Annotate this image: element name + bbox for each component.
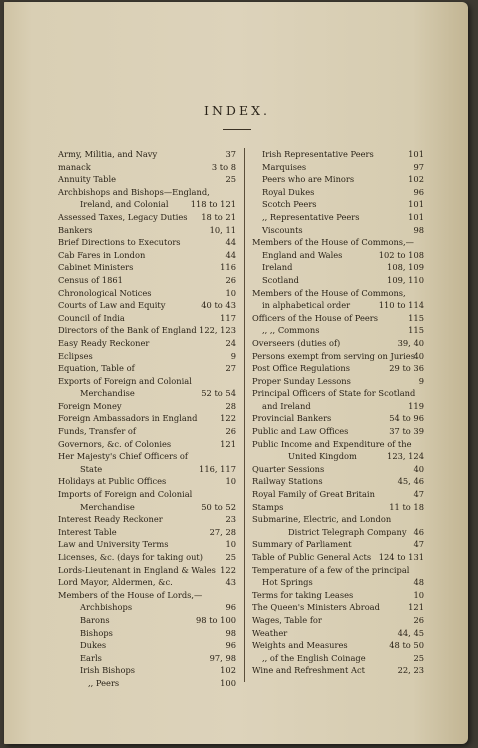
index-entry-page: 22, 23 (397, 665, 424, 676)
index-entry-text: District Telegraph Company (288, 526, 407, 537)
index-entry-page: 46 (413, 526, 424, 537)
index-entry-page: 48 (413, 577, 424, 588)
index-entry-page: 40 (413, 463, 424, 474)
index-entry-text: Equation, Table of (58, 363, 135, 374)
index-entry (252, 186, 424, 199)
index-entry (252, 664, 424, 677)
index-entry-page: 118 to 121 (190, 199, 236, 210)
index-entry-page: 108, 109 (387, 262, 424, 273)
index-entry-page: 101 (408, 149, 424, 159)
index-entry-text: Table of Public General Acts (252, 552, 372, 562)
index-entry-page: 119 (408, 400, 424, 411)
index-entry-page: 26 (225, 274, 236, 285)
index-entry-text: Her Majesty's Chief Officers of (58, 451, 188, 462)
index-entry-text: The Queen's Ministers Abroad (252, 602, 380, 613)
index-entry-text: Exports of Foreign and Colonial (58, 375, 192, 386)
index-entry (252, 488, 424, 501)
index-entry (58, 627, 236, 640)
index-entry-text: Census of 1861 (58, 274, 123, 285)
index-entry-text: Eclipses (58, 350, 93, 361)
index-entry-page: 3 to 8 (211, 161, 236, 172)
index-entry (252, 224, 424, 237)
index-entry (252, 312, 424, 325)
index-entry-text: Viscounts (262, 224, 303, 235)
index-entry-page: 123, 124 (387, 451, 424, 462)
index-entry-page: 116 (220, 262, 236, 273)
index-entry-page: 10 (413, 589, 424, 600)
index-entry-text: Ireland (262, 262, 293, 273)
index-entry (252, 249, 424, 262)
index-entry-text: Weights and Measures (252, 640, 348, 651)
index-entry-page: 25 (413, 652, 424, 663)
index-entry-text: Irish Representative Peers (262, 149, 374, 159)
index-entry (58, 211, 236, 224)
index-entry-text: Council of India (58, 312, 125, 323)
index-entry-text: Provincial Bankers (252, 413, 332, 424)
index-entry-text: Ireland, and Colonial (80, 199, 169, 210)
title-rule (223, 129, 251, 130)
index-entry (58, 350, 236, 363)
index-entry-page: 11 to 18 (389, 501, 424, 512)
index-entry (58, 551, 236, 564)
index-entry (252, 639, 424, 652)
index-entry-page: 115 (408, 312, 424, 323)
index-entry-text: manack (58, 161, 91, 172)
index-entry-page: 37 (225, 149, 236, 159)
index-entry (58, 664, 236, 677)
index-entry-page: 102 (220, 665, 236, 676)
index-entry-text: Interest Ready Reckoner (58, 514, 163, 525)
index-entry-text: Archbishops (80, 602, 133, 613)
index-entry-page: 9 (418, 375, 424, 386)
index-entry-text: Merchandise (80, 388, 135, 399)
index-entry (252, 236, 424, 249)
index-entry (252, 627, 424, 640)
index-entry (58, 589, 236, 602)
index-entry-page: 29 to 36 (389, 363, 424, 374)
index-entry-text: Submarine, Electric, and London (252, 514, 392, 525)
index-entry-text: Weather (252, 627, 288, 638)
index-entry-page: 37 to 39 (389, 426, 424, 437)
index-entry-text: Members of the House of Lords,— (58, 589, 203, 600)
index-entry-text: Royal Family of Great Britain (252, 489, 375, 500)
index-entry (58, 513, 236, 526)
index-entry-page: 110 to 114 (378, 300, 424, 311)
index-entry (58, 274, 236, 287)
index-entry-page: 27, 28 (209, 526, 236, 537)
index-entry-text: Stamps (252, 501, 284, 512)
index-entry-text: Royal Dukes (262, 186, 315, 197)
index-entry (58, 224, 236, 237)
index-entry-text: Temperature of a few of the principal (252, 564, 410, 575)
index-entry (252, 173, 424, 186)
index-entry (252, 198, 424, 211)
index-entry (252, 589, 424, 602)
index-entry (58, 538, 236, 551)
index-entry (252, 299, 424, 312)
index-entry-text: Public and Law Offices (252, 426, 349, 437)
index-entry (252, 350, 424, 363)
index-entry-text: Governors, &c. of Colonies (58, 438, 172, 449)
index-entry-page: 10 (225, 287, 236, 298)
index-entry (252, 287, 424, 300)
index-entry-text: Chronological Notices (58, 287, 152, 298)
index-entry-text: ,, Representative Peers (262, 211, 360, 222)
index-entry-text: Courts of Law and Equity (58, 300, 166, 311)
index-entry-page: 109, 110 (387, 274, 424, 285)
index-entry (252, 261, 424, 274)
index-entry (252, 375, 424, 388)
index-entry-page: 27 (225, 363, 236, 374)
index-entry (58, 438, 236, 451)
index-entry-text: Lord Mayor, Aldermen, &c. (58, 577, 173, 588)
index-entry-page: 9 (230, 350, 236, 361)
index-entry (252, 148, 424, 161)
index-entry-page: 43 (225, 577, 236, 588)
index-entry (58, 324, 236, 337)
index-entry-page: 96 (225, 640, 236, 651)
page-title: INDEX. (204, 103, 270, 118)
index-entry-page: 121 (408, 602, 424, 613)
index-entry (252, 526, 424, 539)
index-entry-text: Hot Springs (262, 577, 313, 588)
index-entry-page: 47 (413, 539, 424, 550)
index-entry-text: Irish Bishops (80, 665, 136, 676)
index-entry-page: 24 (225, 337, 236, 348)
column-divider (244, 148, 245, 682)
index-entry-text: in alphabetical order (262, 300, 351, 311)
index-entry (252, 614, 424, 627)
index-entry-text: Members of the House of Commons,— (252, 237, 414, 248)
index-entry-text: Post Office Regulations (252, 363, 351, 374)
index-entry-page: 18 to 21 (201, 211, 236, 222)
index-entry (58, 173, 236, 186)
index-entry-page: 10 (225, 476, 236, 487)
index-entry (58, 299, 236, 312)
index-entry-page: 122 (220, 564, 236, 575)
index-entry-text: and Ireland (262, 400, 311, 411)
index-entry-text: Railway Stations (252, 476, 323, 487)
index-entry (252, 450, 424, 463)
index-entry-text: Funds, Transfer of (58, 426, 136, 437)
index-entry (58, 425, 236, 438)
index-entry-page: 98 to 100 (196, 614, 236, 625)
index-entry-text: Scotland (262, 274, 299, 285)
index-entry-text: Public Income and Expenditure of the (252, 438, 412, 449)
index-entry-text: Dukes (80, 640, 107, 651)
index-entry-text: Annuity Table (58, 174, 117, 185)
index-entry (58, 198, 236, 211)
index-entry (252, 387, 424, 400)
index-entry (58, 475, 236, 488)
index-entry (58, 601, 236, 614)
index-entry-text: Imports of Foreign and Colonial (58, 489, 193, 500)
index-entry (58, 287, 236, 300)
index-entry-text: England and Wales (262, 249, 343, 260)
index-entry-text: Foreign Ambassadors in England (58, 413, 198, 424)
index-entry-text: Foreign Money (58, 400, 122, 411)
index-entry (58, 412, 236, 425)
index-entry (252, 501, 424, 514)
right-index-column (252, 148, 424, 677)
index-entry (252, 652, 424, 665)
index-entry-page: 25 (225, 552, 236, 562)
index-entry-text: Law and University Terms (58, 539, 169, 550)
index-entry-text: Principal Officers of State for Scotland (252, 388, 416, 399)
index-entry-text: State (80, 463, 103, 474)
index-entry (252, 337, 424, 350)
index-entry-page: 102 (408, 174, 424, 185)
index-entry-page: 117 (220, 312, 236, 323)
index-entry-page: 122, 123 (199, 325, 236, 336)
index-entry-page: 124 to 131 (378, 552, 424, 562)
index-entry-text: Cabinet Ministers (58, 262, 134, 273)
index-entry-text: Easy Ready Reckoner (58, 337, 150, 348)
index-entry (58, 614, 236, 627)
index-entry-text: Directors of the Bank of England (58, 325, 197, 336)
index-entry-text: Earls (80, 652, 102, 663)
index-entry-page: 28 (225, 400, 236, 411)
index-entry (58, 148, 236, 161)
index-entry (58, 652, 236, 665)
index-entry-text: Quarter Sessions (252, 463, 325, 474)
index-entry (58, 337, 236, 350)
index-entry-text: Proper Sunday Lessons (252, 375, 351, 386)
index-entry-text: Merchandise (80, 501, 135, 512)
index-entry-page: 98 (413, 224, 424, 235)
index-entry-page: 54 to 96 (389, 413, 424, 424)
index-entry (58, 677, 236, 690)
index-entry (252, 463, 424, 476)
index-entry-page: 23 (225, 514, 236, 525)
index-entry (252, 400, 424, 413)
index-entry-page: 100 (220, 677, 236, 688)
index-entry (58, 186, 236, 199)
index-entry (58, 463, 236, 476)
index-entry (58, 501, 236, 514)
index-entry (58, 312, 236, 325)
index-entry (58, 564, 236, 577)
index-entry-text: Barons (80, 614, 110, 625)
index-entry-text: Wine and Refreshment Act (252, 665, 365, 676)
index-entry-text: Officers of the House of Peers (252, 312, 379, 323)
index-entry (58, 261, 236, 274)
index-entry-page: 101 (408, 199, 424, 210)
index-entry-page: 45, 46 (397, 476, 424, 487)
index-entry (58, 236, 236, 249)
index-entry-text: Brief Directions to Executors (58, 237, 181, 248)
index-entry (252, 438, 424, 451)
index-entry (252, 576, 424, 589)
index-entry-page: 96 (413, 186, 424, 197)
index-entry-page: 10 (225, 539, 236, 550)
index-entry-text: Army, Militia, and Navy (58, 149, 158, 159)
index-entry (58, 526, 236, 539)
index-entry-page: 96 (225, 602, 236, 613)
index-entry-text: Peers who are Minors (262, 174, 355, 185)
index-entry-page: 122 (220, 413, 236, 424)
index-entry-text: Cab Fares in London (58, 249, 146, 260)
index-entry-text: Scotch Peers (262, 199, 317, 210)
index-entry (252, 425, 424, 438)
index-entry (58, 161, 236, 174)
index-entry-text: Marquises (262, 161, 307, 172)
index-entry-page: 44, 45 (397, 627, 424, 638)
index-entry-text: Archbishops and Bishops—England, (58, 186, 210, 197)
index-entry-text: Interest Table (58, 526, 117, 537)
index-entry-text: Persons exempt from serving on Juries (252, 350, 415, 361)
index-entry-text: United Kingdom (288, 451, 357, 462)
index-entry-page: 39, 40 (397, 337, 424, 348)
index-entry-page: 40 to 43 (201, 300, 236, 311)
index-entry-text: Terms for taking Leases (252, 589, 354, 600)
index-entry-text: Licenses, &c. (days for taking out) (58, 552, 203, 562)
index-entry (252, 324, 424, 337)
index-entry-page: 116, 117 (199, 463, 236, 474)
index-entry (58, 488, 236, 501)
index-entry-page: 47 (413, 489, 424, 500)
index-entry-page: 26 (413, 614, 424, 625)
index-entry (252, 412, 424, 425)
index-entry (252, 564, 424, 577)
index-entry (252, 513, 424, 526)
index-entry-page: 44 (225, 237, 236, 248)
index-entry (252, 274, 424, 287)
index-entry-page: 52 to 54 (201, 388, 236, 399)
index-entry (58, 576, 236, 589)
index-entry (58, 362, 236, 375)
index-entry (58, 639, 236, 652)
index-entry-page: 97 (413, 161, 424, 172)
index-entry (252, 211, 424, 224)
index-entry-page: 98 (225, 627, 236, 638)
index-entry (58, 400, 236, 413)
index-entry (58, 375, 236, 388)
index-entry-text: Bankers (58, 224, 93, 235)
left-index-column (58, 148, 236, 690)
index-entry-page: 48 to 50 (389, 640, 424, 651)
index-entry-page: 25 (225, 174, 236, 185)
index-entry-text: Wages, Table for (252, 614, 322, 625)
index-entry-page: 97, 98 (209, 652, 236, 663)
index-entry-text: ,, of the English Coinage (262, 652, 366, 663)
index-entry (58, 249, 236, 262)
index-entry-page: 44 (225, 249, 236, 260)
index-entry-page: 50 to 52 (201, 501, 236, 512)
index-entry-page: 10, 11 (209, 224, 236, 235)
index-entry-page: 121 (220, 438, 236, 449)
index-entry-text: Lords-Lieutenant in England & Wales (58, 564, 216, 575)
index-entry (252, 475, 424, 488)
index-entry (252, 161, 424, 174)
index-entry (252, 538, 424, 551)
index-entry-page: 40 (413, 350, 424, 361)
index-entry-text: ,, ,, Commons (262, 325, 320, 336)
index-entry (252, 601, 424, 614)
index-entry-text: ,, Peers (88, 677, 120, 688)
index-entry-text: Holidays at Public Offices (58, 476, 167, 487)
index-entry (252, 551, 424, 564)
index-entry (58, 450, 236, 463)
index-entry-text: Assessed Taxes, Legacy Duties (58, 211, 188, 222)
index-entry-page: 115 (408, 325, 424, 336)
index-entry-page: 102 to 108 (378, 249, 424, 260)
index-entry (58, 387, 236, 400)
index-entry-text: Overseers (duties of) (252, 337, 341, 348)
index-entry-text: Bishops (80, 627, 113, 638)
index-entry-text: Summary of Parliament (252, 539, 352, 550)
index-entry (252, 362, 424, 375)
index-entry-page: 101 (408, 211, 424, 222)
index-entry-text: Members of the House of Commons, (252, 287, 406, 298)
index-entry-page: 26 (225, 426, 236, 437)
